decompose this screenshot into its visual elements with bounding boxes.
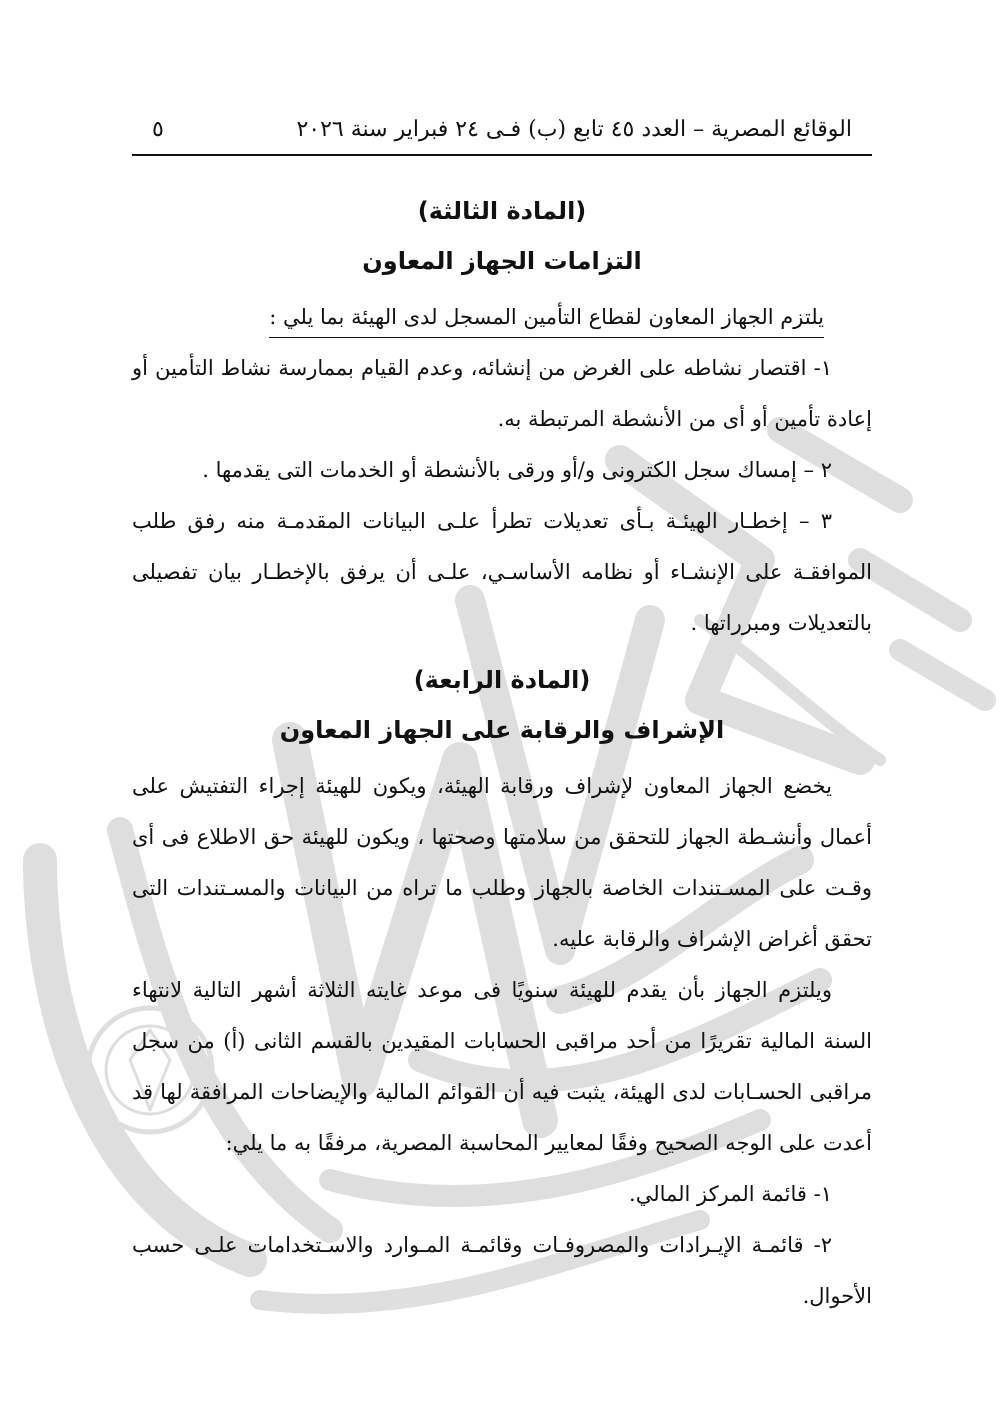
- article3-title: (المادة الثالثة): [417, 197, 587, 225]
- header-title: الوقائع المصرية – العدد ٤٥ تابع (ب) فـى ٢٤ فبراير سنة ٢٠٢٦: [296, 117, 852, 142]
- article3-subtitle: التزامات الجهاز المعاون: [362, 247, 642, 275]
- article4-item-1: ١- قائمة المركز المالي.: [629, 1182, 832, 1206]
- page-number: ٥: [152, 117, 164, 142]
- article3-item-3: ٣ – إخطـار الهيئـة بـأى تعديلات تطرأ علـى البيانات المقدمـة منه رفق طلب الموافقـة على الإنشـاء أو نظامه الأساسـي، علـى أن يرفق بالإخطـار بيان تفصيلى بالتعديلات ومبرراتها .: [132, 509, 872, 635]
- article3-intro: يلتزم الجهاز المعاون لقطاع التأمين المسجل لدى الهيئة بما يلي :: [269, 297, 824, 338]
- article3-intro-wrapper: [132, 292, 872, 343]
- article3-item-1: ١- اقتصار نشاطه على الغرض من إنشائه، وعدم القيام بممارسة نشاط التأمين أو إعادة تأمين أو أى من الأنشطة المرتبطة به.: [132, 356, 872, 431]
- article4-subtitle: الإشراف والرقابة على الجهاز المعاون: [279, 716, 725, 744]
- page-header: [132, 108, 872, 156]
- article3-item-2: ٢ – إمساك سجل الكترونى و/أو ورقى بالأنشطة أو الخدمات التى يقدمها .: [202, 458, 832, 482]
- gazette-page: [132, 108, 872, 1322]
- article4-paragraph-1: يخضع الجهاز المعاون لإشراف ورقابة الهيئة، ويكون للهيئة إجراء التفتيش على أعمال وأنشـطة الجهاز للتحقق من سلامتها وصحتها ، ويكون للهيئة حق الاطلاع فى أى وقـت على المسـتندات الخاصة بالجهاز وطلب ما تراه من البيانات والمسـتندات التى تحقق أغراض الإشراف والرقابة عليه.: [132, 774, 872, 951]
- article4-item-2: ٢- قائمـة الإيـرادات والمصروفـات وقائمـة المـوارد والاسـتخدامات علـى حسب الأحوال.: [132, 1233, 872, 1308]
- article4-title: (المادة الرابعة): [413, 666, 591, 694]
- article4-paragraph-2: ويلتزم الجهاز بأن يقدم للهيئة سنويًا فى موعد غايته الثلاثة أشهر التالية لانتهاء السنة المالية تقريرًا من أحد مراقبى الحسابات المقيدين بالقسم الثانى (أ) من سجل مراقبى الحسـابات لدى الهيئة، يثبت فيه أن القوائم المالية والإيضاحات المرافقة لها قد أعدت على الوجه الصحيح وفقًا لمعايير المحاسبة المصرية، مرفقًا به ما يلي:: [132, 978, 872, 1155]
